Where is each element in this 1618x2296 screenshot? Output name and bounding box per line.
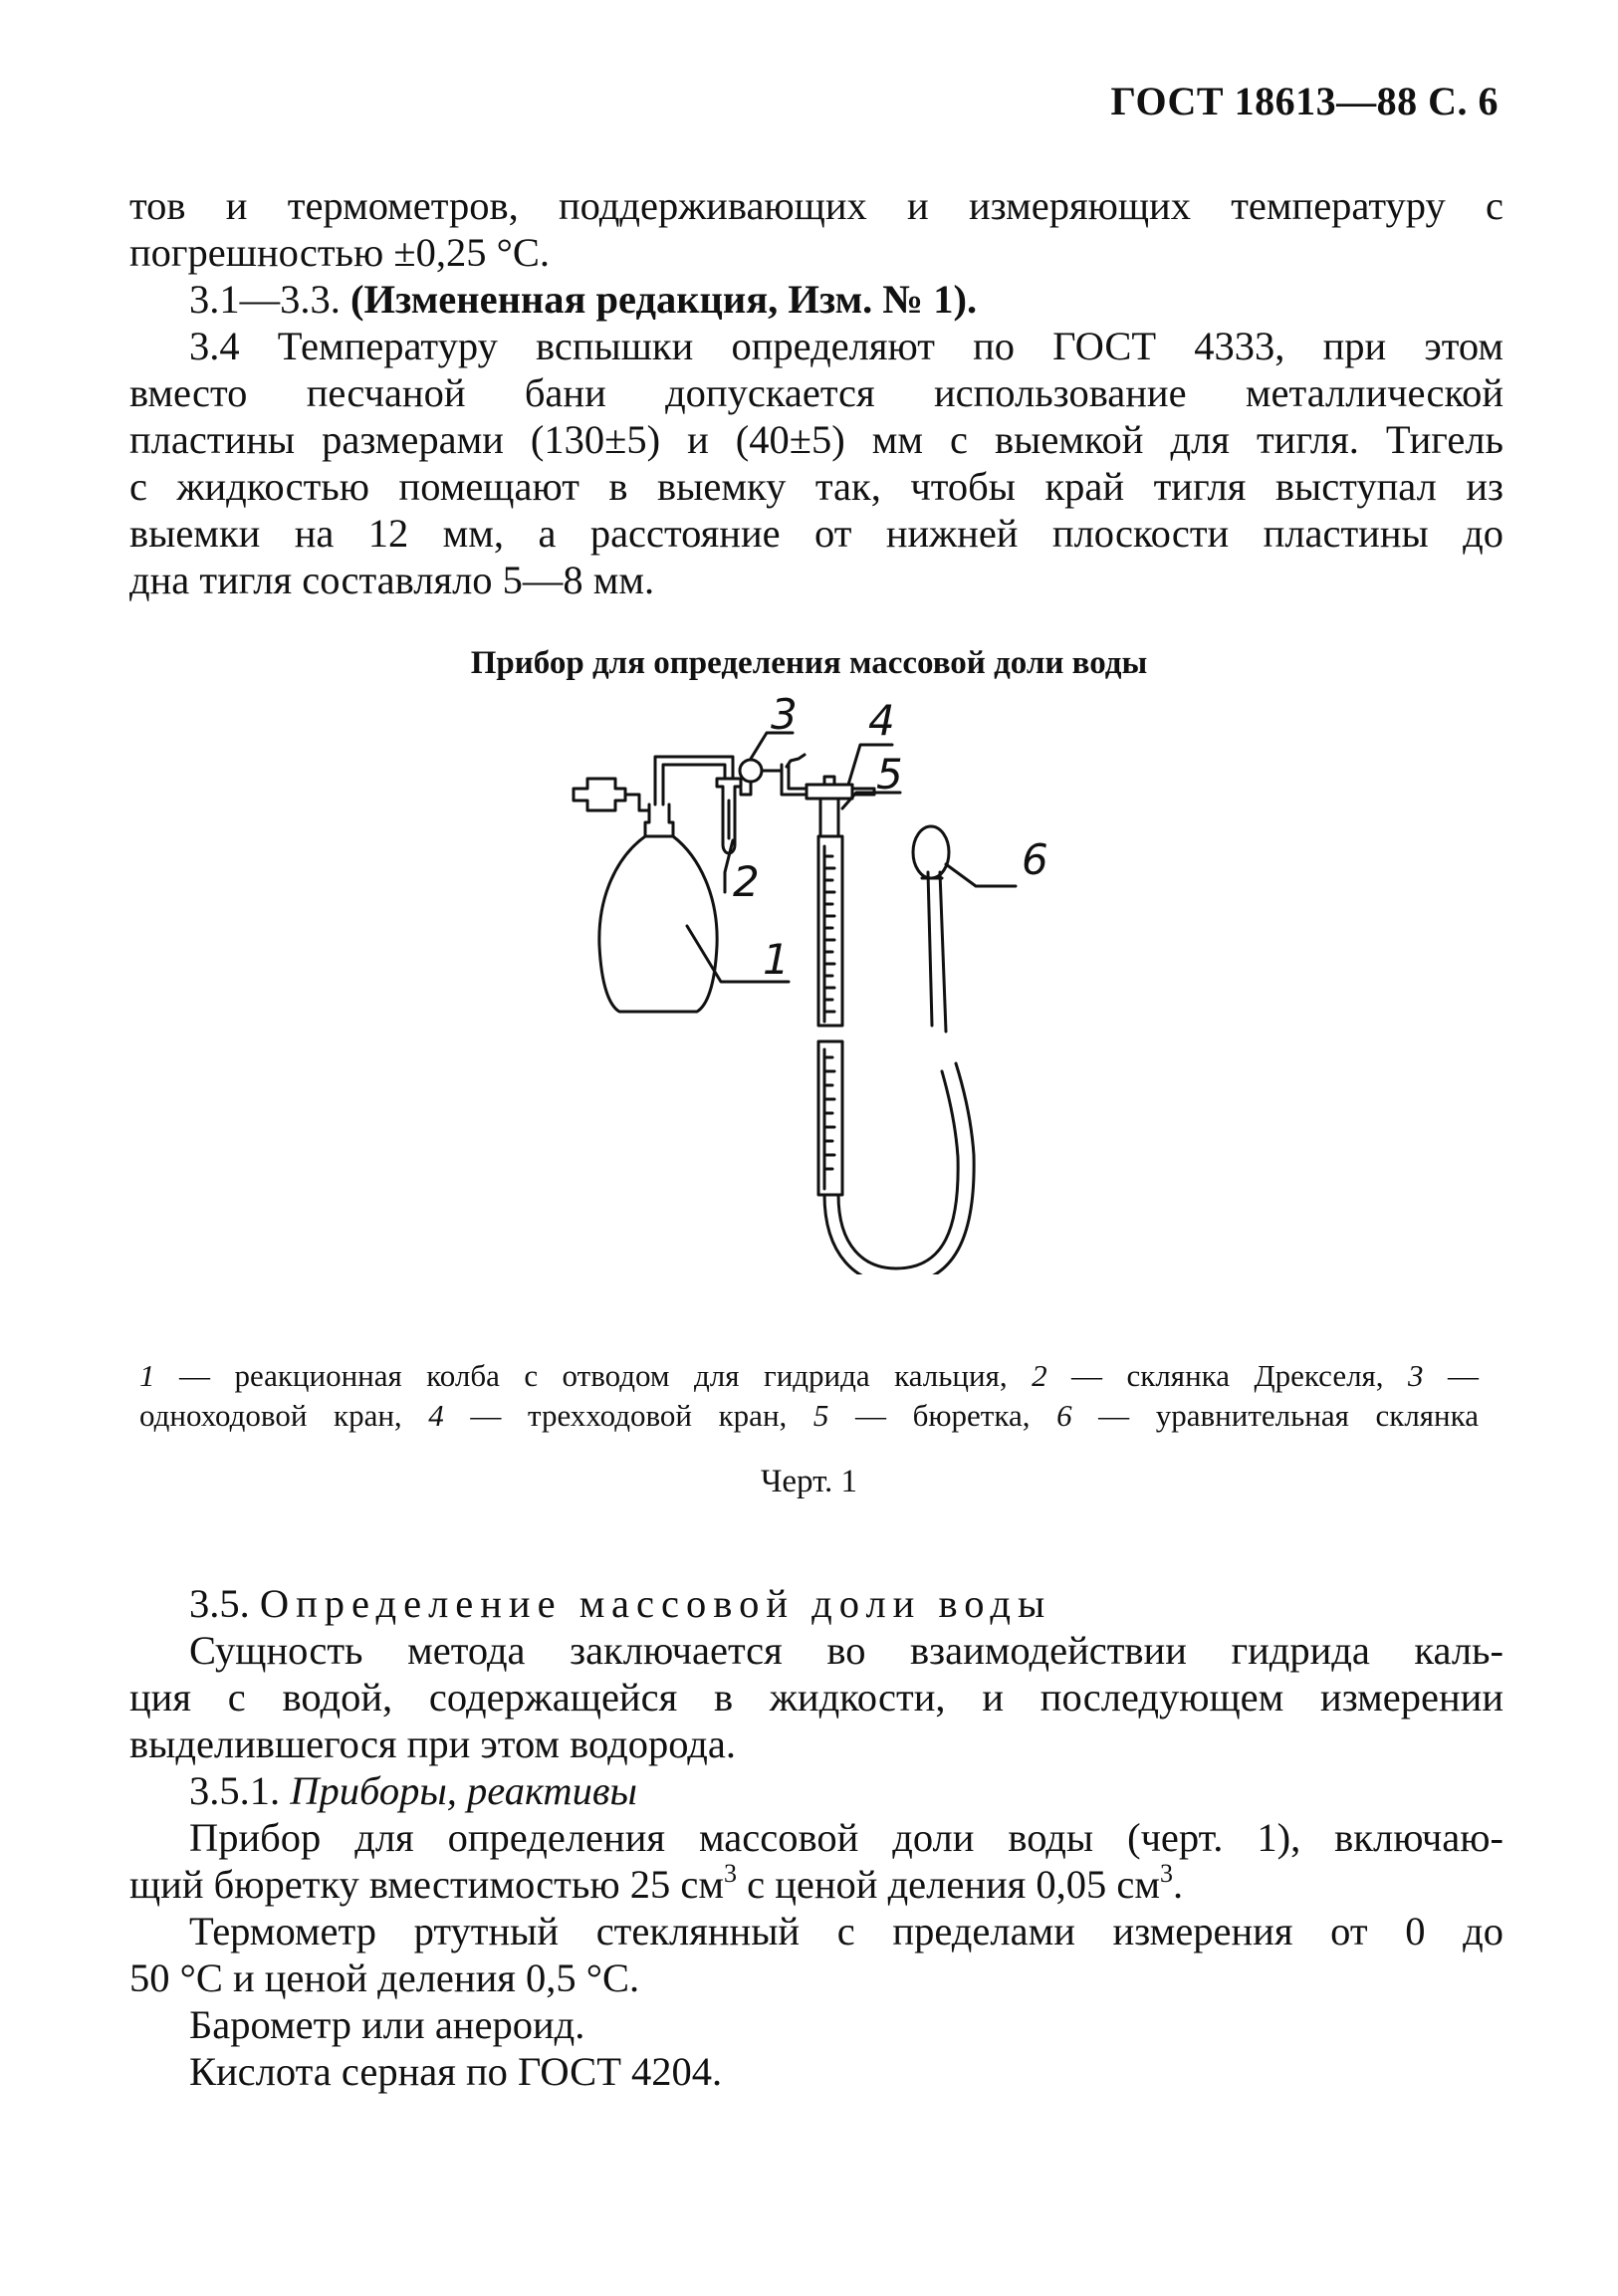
apparatus-drawing xyxy=(558,697,1115,1274)
caption-number: 3 xyxy=(1408,1358,1424,1393)
figure-title: Прибор для определения массовой доли воды xyxy=(470,645,1148,681)
hydride-side-arm xyxy=(574,779,625,810)
amendment-text: (Измененная редакция, Изм. № 1). xyxy=(350,277,978,322)
label-6: 6 xyxy=(1022,835,1048,884)
paragraph-line: с жидкостью помещают в выемку так, чтобы край тигля выступал из xyxy=(129,464,1503,509)
caption-number: 2 xyxy=(1032,1358,1047,1393)
top-text-block xyxy=(129,182,1503,603)
burette xyxy=(820,799,838,836)
connecting-hose xyxy=(824,1063,974,1274)
subsection-title: Приборы, реактивы xyxy=(290,1768,637,1813)
paragraph-line: 50 °С и ценой деления 0,5 °С. xyxy=(129,1955,640,2000)
caption-number: 6 xyxy=(1056,1398,1072,1433)
paragraph-line: Сущность метода заключается во взаимодействии гидрида каль- xyxy=(189,1628,1503,1673)
clause-ref: 3.1—3.3. xyxy=(189,277,341,322)
caption-line xyxy=(139,1396,1479,1436)
paragraph-line: выделившегося при этом водорода. xyxy=(129,1722,737,1766)
reaction-flask xyxy=(599,836,717,1012)
caption-text: одноходовой кран, xyxy=(139,1398,429,1433)
caption-line xyxy=(139,1356,1479,1396)
flask-neck xyxy=(645,804,673,836)
running-header: ГОСТ 18613—88 С. 6 xyxy=(1110,79,1499,123)
figure-caption xyxy=(139,1356,1479,1436)
paragraph-line: пластины размерами (130±5) и (40±5) мм с выемкой для тигля. Тигель xyxy=(129,417,1503,462)
section-title: Определение массовой доли воды xyxy=(259,1581,1052,1626)
caption-text: — бюретка, xyxy=(828,1398,1057,1433)
paragraph-line: тов и термометров, поддерживающих и измеряющих температуру с xyxy=(129,183,1503,228)
caption-text: — xyxy=(1423,1358,1480,1393)
three-way-stopcock xyxy=(807,785,852,799)
superscript: 3 xyxy=(1160,1859,1174,1888)
bottom-text-block xyxy=(129,1580,1503,2095)
paragraph-line: выемки на 12 мм, а расстояние от нижней плоскости пластины до xyxy=(129,511,1503,556)
superscript: 3 xyxy=(723,1859,737,1888)
caption-text: — уравнительная склянка xyxy=(1071,1398,1479,1433)
caption-number: 5 xyxy=(812,1398,829,1433)
paragraph-line: ция с водой, содержащейся в жидкости, и последующем измерении xyxy=(129,1675,1503,1720)
paragraph-line: Кислота серная по ГОСТ 4204. xyxy=(189,2049,723,2094)
caption-text: — склянка Дрекселя, xyxy=(1046,1358,1409,1393)
paragraph-line: Термометр ртутный стеклянный с пределами измерения от 0 до xyxy=(189,1909,1503,1953)
paragraph-line: вместо песчаной бани допускается использование металлической xyxy=(129,370,1503,415)
apparatus-figure xyxy=(558,697,1115,1274)
label-2: 2 xyxy=(733,857,760,906)
section-heading xyxy=(129,1580,1503,1627)
text-run: щий бюретку вместимостью 25 см xyxy=(129,1862,724,1907)
caption-number: 1 xyxy=(139,1358,155,1393)
one-way-stopcock xyxy=(740,760,762,782)
levelling-bottle xyxy=(913,826,949,878)
figure-label: Черт. 1 xyxy=(760,1464,858,1499)
amendment-note xyxy=(129,276,1503,323)
paragraph-line: погрешностью ±0,25 °С. xyxy=(129,230,550,275)
subsection-number: 3.5.1. xyxy=(189,1768,281,1813)
text-run: . xyxy=(1173,1862,1184,1907)
paragraph-line: дна тигля составляло 5—8 мм. xyxy=(129,558,655,602)
label-3: 3 xyxy=(771,697,798,739)
caption-text: — трехходовой кран, xyxy=(443,1398,813,1433)
paragraph-line xyxy=(129,1861,1503,1908)
caption-number: 4 xyxy=(428,1398,444,1433)
section-number: 3.5. xyxy=(189,1581,250,1626)
paragraph-line: Прибор для определения массовой доли воды (черт. 1), включаю- xyxy=(189,1815,1503,1860)
paragraph-line: 3.4 Температуру вспышки определяют по ГОСТ 4333, при этом xyxy=(189,324,1503,368)
paragraph-line: Барометр или анероид. xyxy=(189,2002,585,2047)
caption-text: — реакционная колба с отводом для гидрида кальция, xyxy=(154,1358,1033,1393)
label-5: 5 xyxy=(876,750,903,799)
subsection-heading xyxy=(129,1767,1503,1814)
text-run: с ценой деления 0,05 см xyxy=(736,1862,1161,1907)
label-4: 4 xyxy=(868,697,895,745)
label-1: 1 xyxy=(763,935,790,984)
